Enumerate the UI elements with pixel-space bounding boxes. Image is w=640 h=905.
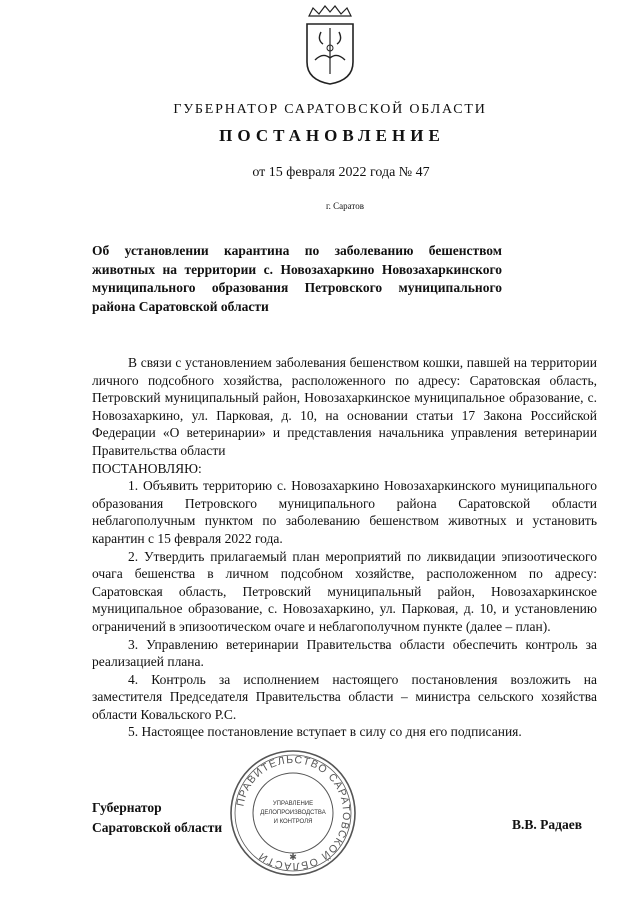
seal-inner-line: И КОНТРОЛЯ (273, 819, 313, 825)
document-city: г. Саратов (326, 201, 364, 211)
coat-of-arms-icon (303, 4, 357, 86)
seal-inner-line: ДЕЛОПРОИЗВОДСТВА (260, 810, 326, 816)
document-subject: Об установлении карантина по заболеванию бешенством животных на территории с. Новозахаркино Новозахаркинского муниципального образования Петровского муниципального района Саратовской области (92, 243, 502, 314)
decree-item-5: 5. Настоящее постановление вступает в силу со дня его подписания. (128, 724, 522, 740)
decree-item-4: 4. Контроль за исполнением настоящего постановления возложить на заместителя Председателя Правительства области – министра сельского хозяйства области Ковальского Р.С. (92, 671, 597, 722)
signatory-title (92, 798, 222, 838)
document-type: ПОСТАНОВЛЕНИЕ (219, 126, 445, 145)
document-date-number: от 15 февраля 2022 года № 47 (252, 165, 430, 180)
signatory-title-line: Губернатор (92, 800, 162, 815)
decree-item-2: 2. Утвердить прилагаемый план мероприятий по ликвидации эпизоотического очага бешенства в личном подсобном хозяйстве, расположенном по адресу: Саратовская область, Петровский муниципальный район, Новозахаркинское муниципальное образование, с. Новозахаркино, ул. Парковая, д. 10, и установлению ограничений в эпизоотическом очаге и неблагополучном пункте (далее – план). (92, 548, 597, 634)
svg-text:✱: ✱ (289, 852, 297, 862)
seal-inner-line: УПРАВЛЕНИЕ (272, 801, 314, 807)
document-body (92, 354, 597, 741)
seal-inner-text (258, 800, 328, 827)
signatory-title-line: Саратовской области (92, 820, 223, 835)
decree-item-3: 3. Управлению ветеринарии Правительства области обеспечить контроль за реализацией плана. (92, 636, 597, 670)
decree-word: ПОСТАНОВЛЯЮ: (92, 460, 202, 476)
issuing-authority: ГУБЕРНАТОР САРАТОВСКОЙ ОБЛАСТИ (173, 102, 487, 117)
svg-text:ПРАВИТЕЛЬСТВО САРАТОВСКОЙ ОБЛА: ПРАВИТЕЛЬСТВО САРАТОВСКОЙ ОБЛАСТИ (234, 753, 353, 873)
signatory-name: В.В. Радаев (512, 817, 582, 832)
decree-item-1: 1. Объявить территорию с. Новозахаркино Новозахаркинского муниципального образования Петровского муниципального района Саратовской области неблагополучным пунктом по заболеванию бешенством животных и установить карантин с 15 февраля 2022 года. (92, 478, 597, 546)
preamble-paragraph: В связи с установлением заболевания бешенством кошки, павшей на территории личного подсобного хозяйства, расположенного по адресу: Саратовская область, Петровский муниципальный район, Новозахаркинское муниципальное образование, с. Новозахаркино, ул. Парковая, д. 10, на основании статьи 17 Закона Российской Федерации «О ветеринарии» и представления начальника управления ветеринарии Правительства области (92, 355, 597, 458)
